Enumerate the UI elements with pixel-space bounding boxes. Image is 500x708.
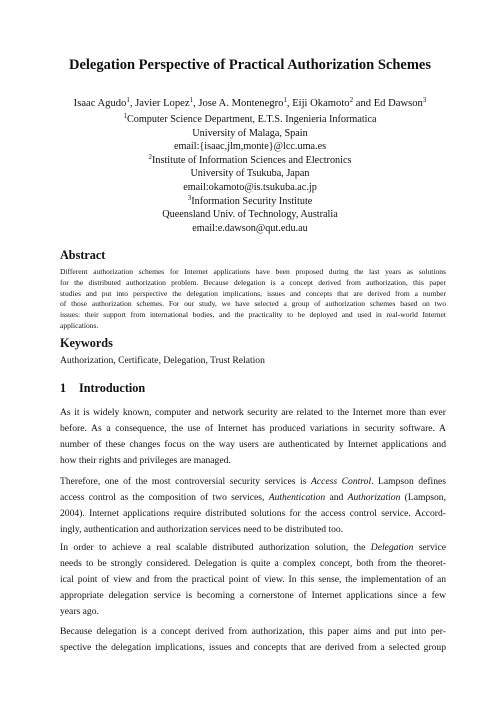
author-separator: , xyxy=(286,98,293,109)
paragraph-line: Because delegation is a concept derived from authorization, this paper aims and put into per- xyxy=(60,626,446,637)
keywords-heading: Keywords xyxy=(60,336,113,350)
section-title: Introduction xyxy=(79,381,146,395)
author-name: Ed Dawson xyxy=(373,98,423,109)
emphasis-authorization: Authorization xyxy=(347,492,401,503)
affiliation-line xyxy=(0,154,500,168)
author-name: Jose A. Montenegro xyxy=(198,98,284,109)
affiliation-text: email:{isaac,jlm,monte}@lcc.uma.es xyxy=(173,141,327,153)
paragraph-line: before. As a consequence, the use of Internet has produced variations in security software. A xyxy=(60,423,446,434)
affiliation-text: University of Tsukuba, Japan xyxy=(190,168,310,180)
paragraph-line xyxy=(60,474,446,490)
author xyxy=(74,98,135,109)
affiliation-mark: 3 xyxy=(187,193,192,202)
affiliation-text: email:e.dawson@qut.edu.au xyxy=(192,222,308,234)
author-affiliation-mark: 3 xyxy=(422,96,427,104)
paragraph-line: how their rights and privileges are managed. xyxy=(60,455,231,466)
paragraph-line: ical point of view and from the practical point of view. In this sense, the implementation of an xyxy=(60,574,446,585)
text-run: service xyxy=(413,542,446,553)
affiliation-line xyxy=(0,208,500,222)
emphasis-access-control: Access Control xyxy=(310,476,372,487)
abstract-line: of those authorization schemes. For our study, we have selected a group of authorization schemes based on two xyxy=(60,299,446,309)
author-separator: , xyxy=(129,98,136,109)
affiliation-text: Queensland Univ. of Technology, Australia xyxy=(162,209,338,221)
section-number: 1 xyxy=(60,381,67,395)
abstract-body xyxy=(60,267,446,332)
intro-paragraph-2 xyxy=(60,474,446,538)
author-affiliation-mark: 2 xyxy=(349,96,354,104)
intro-paragraph-4 xyxy=(60,624,446,656)
text-run: access control as the composition of two services, xyxy=(60,492,269,503)
intro-paragraph-1 xyxy=(60,405,446,469)
author-affiliation-mark: 1 xyxy=(283,96,287,104)
paragraph-line xyxy=(60,540,446,556)
keywords-list: Authorization, Certificate, Delegation, Trust Relation xyxy=(60,355,265,366)
paragraph-line: number of these changes focus on the way users are authenticated by Internet applications and xyxy=(60,439,446,450)
paragraph-line: appropriate delegation service is becoming a cornerstone of Internet applications since a few xyxy=(60,590,446,601)
author xyxy=(135,98,198,109)
affiliation-email xyxy=(0,140,500,154)
author-affiliation-mark: 1 xyxy=(189,96,194,104)
author-name: Isaac Agudo xyxy=(73,98,127,109)
text-run: (Lampson, xyxy=(400,492,446,503)
author-list xyxy=(0,97,500,110)
author-name: Javier Lopez xyxy=(135,98,190,109)
paragraph-line xyxy=(60,490,446,506)
paragraph-line: needs to be strongly considered. Delegation is quite a complex concept, both from the theoret- xyxy=(60,558,446,569)
section-heading-introduction xyxy=(60,381,145,396)
author-affiliation-mark: 1 xyxy=(126,96,130,104)
affiliation-text: University of Malaga, Spain xyxy=(192,127,308,139)
affiliation-text: Institute of Information Sciences and Electronics xyxy=(152,154,352,166)
affiliation-line xyxy=(0,195,500,209)
affiliation-line xyxy=(0,127,500,141)
abstract-line: issues: their support from international bodies, and the practicality to be deployed and used in real-world Internet xyxy=(60,310,446,320)
author xyxy=(292,98,373,109)
affiliation-line xyxy=(0,113,500,127)
abstract-line: applications. xyxy=(60,320,99,330)
emphasis-authentication: Authentication xyxy=(268,492,326,503)
abstract-line: Different authorization schemes for Internet applications have been proposed during the last years as solutions xyxy=(60,267,446,276)
intro-paragraph-3 xyxy=(60,540,446,620)
author xyxy=(374,98,427,109)
affiliation-line xyxy=(0,167,500,181)
affiliation-mark: 1 xyxy=(123,112,127,120)
affiliation-text: Computer Science Department, E.T.S. Ingenieria Informatica xyxy=(126,114,377,125)
text-run: Therefore, one of the most controversial security services is xyxy=(60,476,311,487)
author-name: Eiji Okamoto xyxy=(292,98,350,109)
affiliation-email xyxy=(0,181,500,195)
paragraph-line: As it is widely known, computer and network security are related to the Internet more than ever xyxy=(60,407,446,418)
affiliation-text: Information Security Institute xyxy=(191,195,313,207)
abstract-heading: Abstract xyxy=(60,248,106,262)
paragraph-line: 2004). Internet applications require distributed solutions for the access control service. Accord- xyxy=(60,508,446,519)
abstract-line: for the distributed authorization problem. Because delegation is a concept derived from authorization, this paper xyxy=(60,277,446,287)
paragraph-line: years ago. xyxy=(60,606,99,617)
paper-title: Delegation Perspective of Practical Authorization Schemes xyxy=(68,57,431,73)
affiliation-block xyxy=(0,113,500,235)
affiliation-text: email:okamoto@is.tsukuba.ac.jp xyxy=(183,181,317,193)
author-separator: and xyxy=(353,98,374,109)
text-run: and xyxy=(325,492,348,503)
paragraph-line: spective the delegation implications, issues and concepts that are derived from a selected group xyxy=(60,642,446,653)
text-run: . Lampson defines xyxy=(371,476,446,487)
author xyxy=(198,98,292,109)
paragraph-line: ingly, authentication and authorization services need to be distributed too. xyxy=(60,524,344,535)
emphasis-delegation: Delegation xyxy=(370,542,414,553)
abstract-line: studies and put into perspective the delegation implications, issues and concepts that are derived from a number xyxy=(60,288,446,298)
author-separator: , xyxy=(193,98,199,109)
affiliation-email xyxy=(0,222,500,236)
text-run: In order to achieve a real scalable distributed authorization solution, the xyxy=(60,542,371,553)
affiliation-mark: 2 xyxy=(148,152,153,161)
